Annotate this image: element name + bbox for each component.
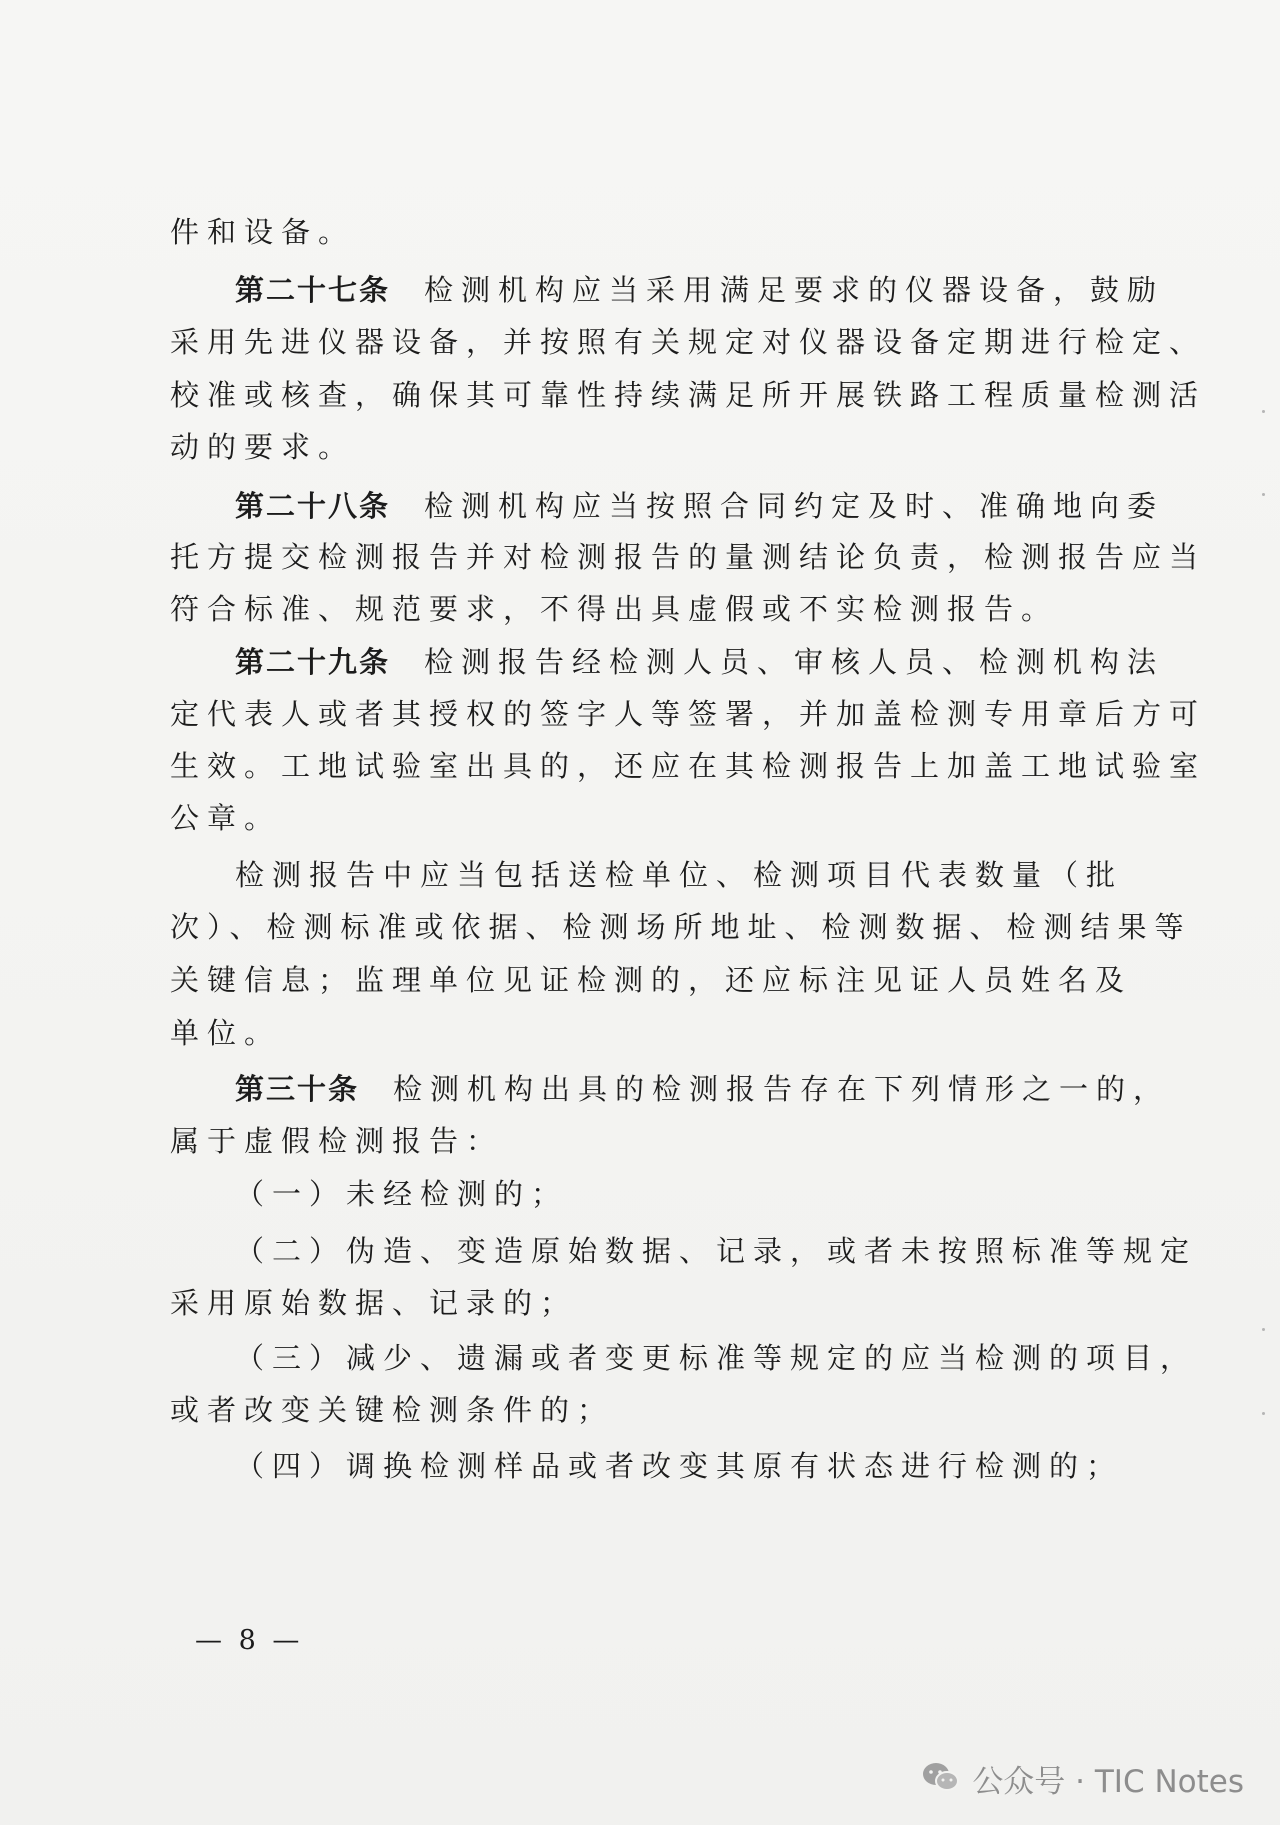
article-27-heading: 第二十七条 (235, 273, 391, 307)
text-line-11: 生效。工地试验室出具的，还应在其检测报告上加盖工地试验室 (170, 749, 1207, 783)
wechat-icon (920, 1760, 962, 1796)
article-30-line (235, 1069, 1171, 1109)
text-line-12: 公章。 (170, 801, 282, 835)
text-line-24: （四）调换检测样品或者改变其原有状态进行检测的； (235, 1449, 1124, 1483)
article-29-line (235, 642, 1165, 682)
article-30-text: 检测机构出具的检测报告存在下列情形之一的， (393, 1072, 1171, 1106)
text-line-16: 单位。 (170, 1016, 282, 1050)
text-line-14: 次）、检测标准或依据、检测场所地址、检测数据、检测结果等 (170, 910, 1192, 944)
article-28-text: 检测机构应当按照合同约定及时、准确地向委 (424, 489, 1165, 523)
wechat-watermark (920, 1755, 1244, 1801)
text-line-22: （三）减少、遗漏或者变更标准等规定的应当检测的项目， (235, 1341, 1198, 1375)
text-line-13: 检测报告中应当包括送检单位、检测项目代表数量（批 (235, 858, 1124, 892)
text-line-20: （二）伪造、变造原始数据、记录，或者未按照标准等规定 (235, 1234, 1198, 1268)
text-line-10: 定代表人或者其授权的签字人等签署，并加盖检测专用章后方可 (170, 697, 1207, 731)
article-29-text: 检测报告经检测人员、审核人员、检测机构法 (424, 645, 1165, 679)
watermark-text: 公众号 · TIC Notes (972, 1763, 1244, 1800)
article-28-line (235, 486, 1165, 526)
page-number: — 8 — (195, 1625, 304, 1656)
text-line-7: 托方提交检测报告并对检测报告的量测结论负责，检测报告应当 (170, 540, 1207, 574)
text-line-5: 动的要求。 (170, 430, 356, 464)
text-line-3: 采用先进仪器设备，并按照有关规定对仪器设备定期进行检定、 (170, 325, 1207, 359)
scan-dot (1262, 1412, 1265, 1415)
text-line-8: 符合标准、规范要求，不得出具虚假或不实检测报告。 (170, 592, 1059, 626)
text-line-18: 属于虚假检测报告： (170, 1124, 504, 1158)
text-line-19: （一）未经检测的； (235, 1177, 569, 1211)
article-29-heading: 第二十九条 (235, 645, 391, 679)
article-27-line (235, 270, 1165, 310)
article-27-text: 检测机构应当采用满足要求的仪器设备，鼓励 (424, 273, 1165, 307)
text-line-21: 采用原始数据、记录的； (170, 1286, 578, 1320)
article-30-heading: 第三十条 (235, 1072, 360, 1106)
article-28-heading: 第二十八条 (235, 489, 391, 523)
text-line-15: 关键信息；监理单位见证检测的，还应标注见证人员姓名及 (170, 963, 1133, 997)
text-line-23: 或者改变关键检测条件的； (170, 1393, 615, 1427)
scan-dot (1262, 493, 1265, 496)
text-line-1: 件和设备。 (170, 215, 356, 249)
scan-dot (1262, 1328, 1265, 1331)
text-line-4: 校准或核查，确保其可靠性持续满足所开展铁路工程质量检测活 (170, 378, 1207, 412)
scan-dot (1262, 410, 1265, 413)
